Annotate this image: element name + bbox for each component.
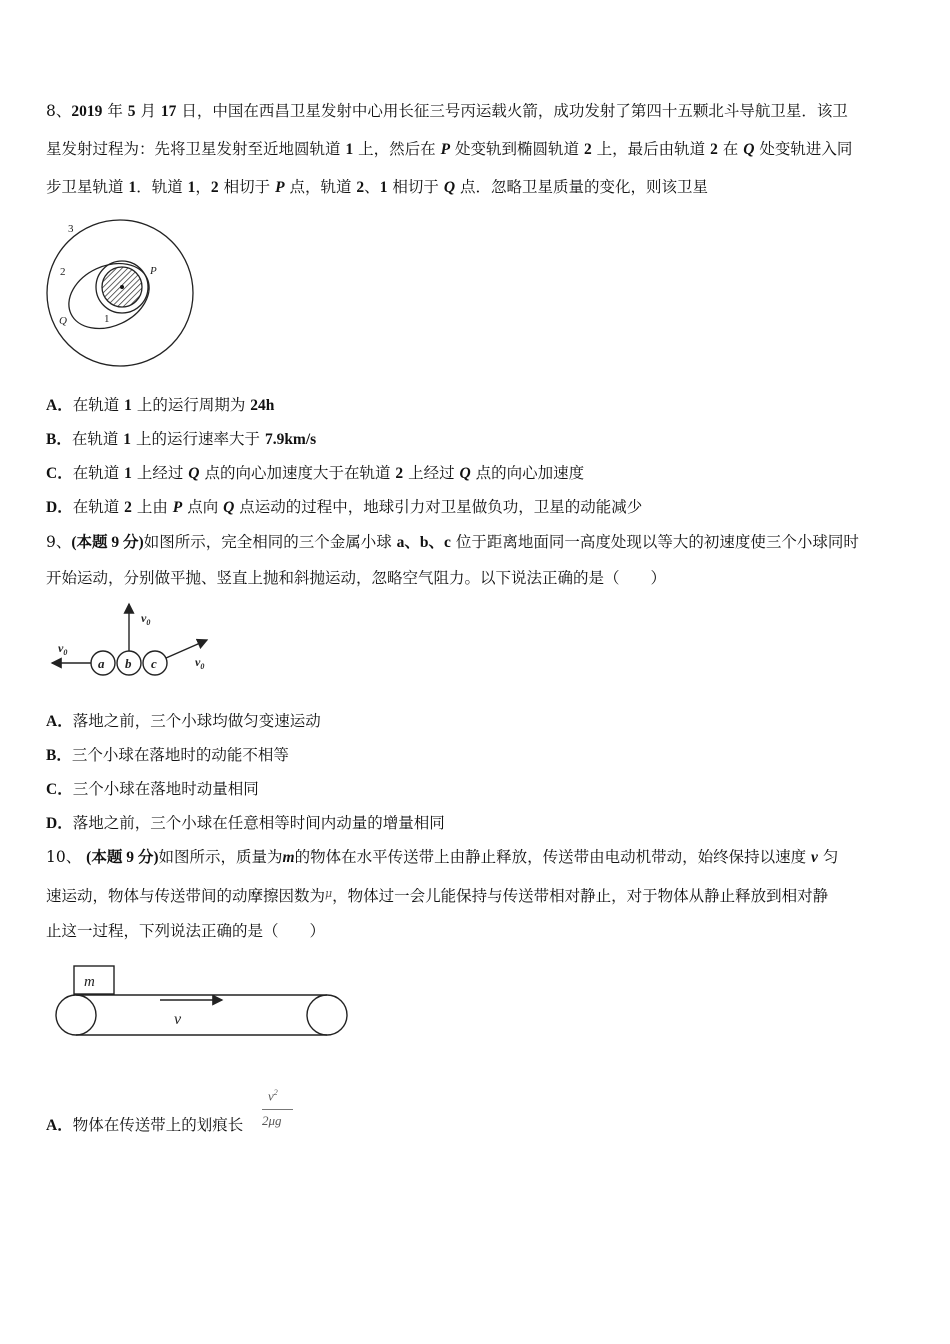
label-point-p: P bbox=[150, 265, 157, 277]
q9-option-c[interactable]: C．三个小球在落地时动量相同 bbox=[46, 780, 259, 798]
q9-option-b[interactable]: B．三个小球在落地时的动能不相等 bbox=[46, 746, 289, 764]
q8-option-a[interactable]: A．在轨道 1 上的运行周期为 24h bbox=[46, 396, 275, 414]
right-roller bbox=[307, 995, 347, 1035]
q8-stem-line-3: 步卫星轨道 1．轨道 1，2 相切于 P 点，轨道 2、1 相切于 Q 点．忽略卫星质量的变化，则该卫星 bbox=[46, 178, 708, 196]
label-v0-up: $v_0$ bbox=[141, 611, 151, 627]
fraction-numerator: $v^2$ bbox=[268, 1088, 278, 1104]
earth-center-dot bbox=[120, 285, 124, 289]
q10-stem-line-3: 止这一过程，下列说法正确的是（ ） bbox=[46, 922, 326, 940]
streak-length-fraction bbox=[262, 1088, 298, 1136]
label-orbit-1: 1 bbox=[104, 313, 110, 325]
label-c: c bbox=[151, 656, 157, 671]
label-orbit-3: 3 bbox=[68, 223, 74, 235]
q8-option-c[interactable]: C．在轨道 1 上经过 Q 点的向心加速度大于在轨道 2 上经过 Q 点的向心加速度 bbox=[46, 464, 585, 482]
q9-stem-line-1: 9、(本题 9 分)如图所示，完全相同的三个金属小球 a、b、c 位于距离地面同一高度处现以等大的初速度使三个小球同时 bbox=[46, 533, 859, 551]
q10-option-a[interactable]: A．物体在传送带上的划痕长 bbox=[46, 1116, 244, 1134]
q10-stem-line-2: 速运动，物体与传送带间的动摩擦因数为$^\mu$，物体过一会儿能保持与传送带相对静止，对于物体从静止释放到相对静 bbox=[46, 887, 829, 905]
conveyor-diagram bbox=[50, 962, 354, 1042]
q8-option-d[interactable]: D．在轨道 2 上由 P 点向 Q 点运动的过程中，地球引力对卫星做负功，卫星的动能减少 bbox=[46, 498, 643, 516]
label-point-q: Q bbox=[59, 315, 67, 327]
fraction-denominator: 2μg bbox=[262, 1113, 282, 1128]
q8-option-b[interactable]: B．在轨道 1 上的运行速率大于 7.9km/s bbox=[46, 430, 317, 448]
label-v: v bbox=[174, 1011, 182, 1028]
balls-diagram bbox=[50, 600, 220, 686]
q8-stem-line-1: 8、2019 年 5 月 17 日，中国在西昌卫星发射中心用长征三号丙运载火箭，成功发射了第四十五颗北斗导航卫星．该卫 bbox=[46, 102, 848, 120]
label-b: b bbox=[125, 656, 132, 671]
left-roller bbox=[56, 995, 96, 1035]
label-orbit-2: 2 bbox=[60, 266, 66, 278]
q10-stem-line-1: 10、 (本题 9 分)如图所示，质量为m的物体在水平传送带上由静止释放，传送带由电动机带动，始终保持以速度 v 匀 bbox=[46, 848, 839, 866]
q9-option-d[interactable]: D．落地之前，三个小球在任意相等时间内动量的增量相同 bbox=[46, 814, 445, 832]
q9-stem-line-2: 开始运动，分别做平抛、竖直上抛和斜抛运动，忽略空气阻力。以下说法正确的是（ ） bbox=[46, 569, 667, 587]
label-v0-left: $v_0$ bbox=[58, 641, 68, 657]
fraction-bar bbox=[262, 1109, 293, 1110]
q8-stem-line-2: 星发射过程为：先将卫星发射至近地圆轨道 1 上，然后在 P 处变轨到椭圆轨道 2 上，最后由轨道 2 在 Q 处变轨进入同 bbox=[46, 140, 853, 158]
velocity-oblique-arrow bbox=[166, 640, 207, 658]
label-m: m bbox=[84, 974, 95, 990]
q9-option-a[interactable]: A．落地之前，三个小球均做匀变速运动 bbox=[46, 712, 321, 730]
label-a: a bbox=[98, 656, 105, 671]
label-v0-right: $v_0$ bbox=[195, 655, 205, 671]
orbit-diagram bbox=[40, 214, 200, 374]
